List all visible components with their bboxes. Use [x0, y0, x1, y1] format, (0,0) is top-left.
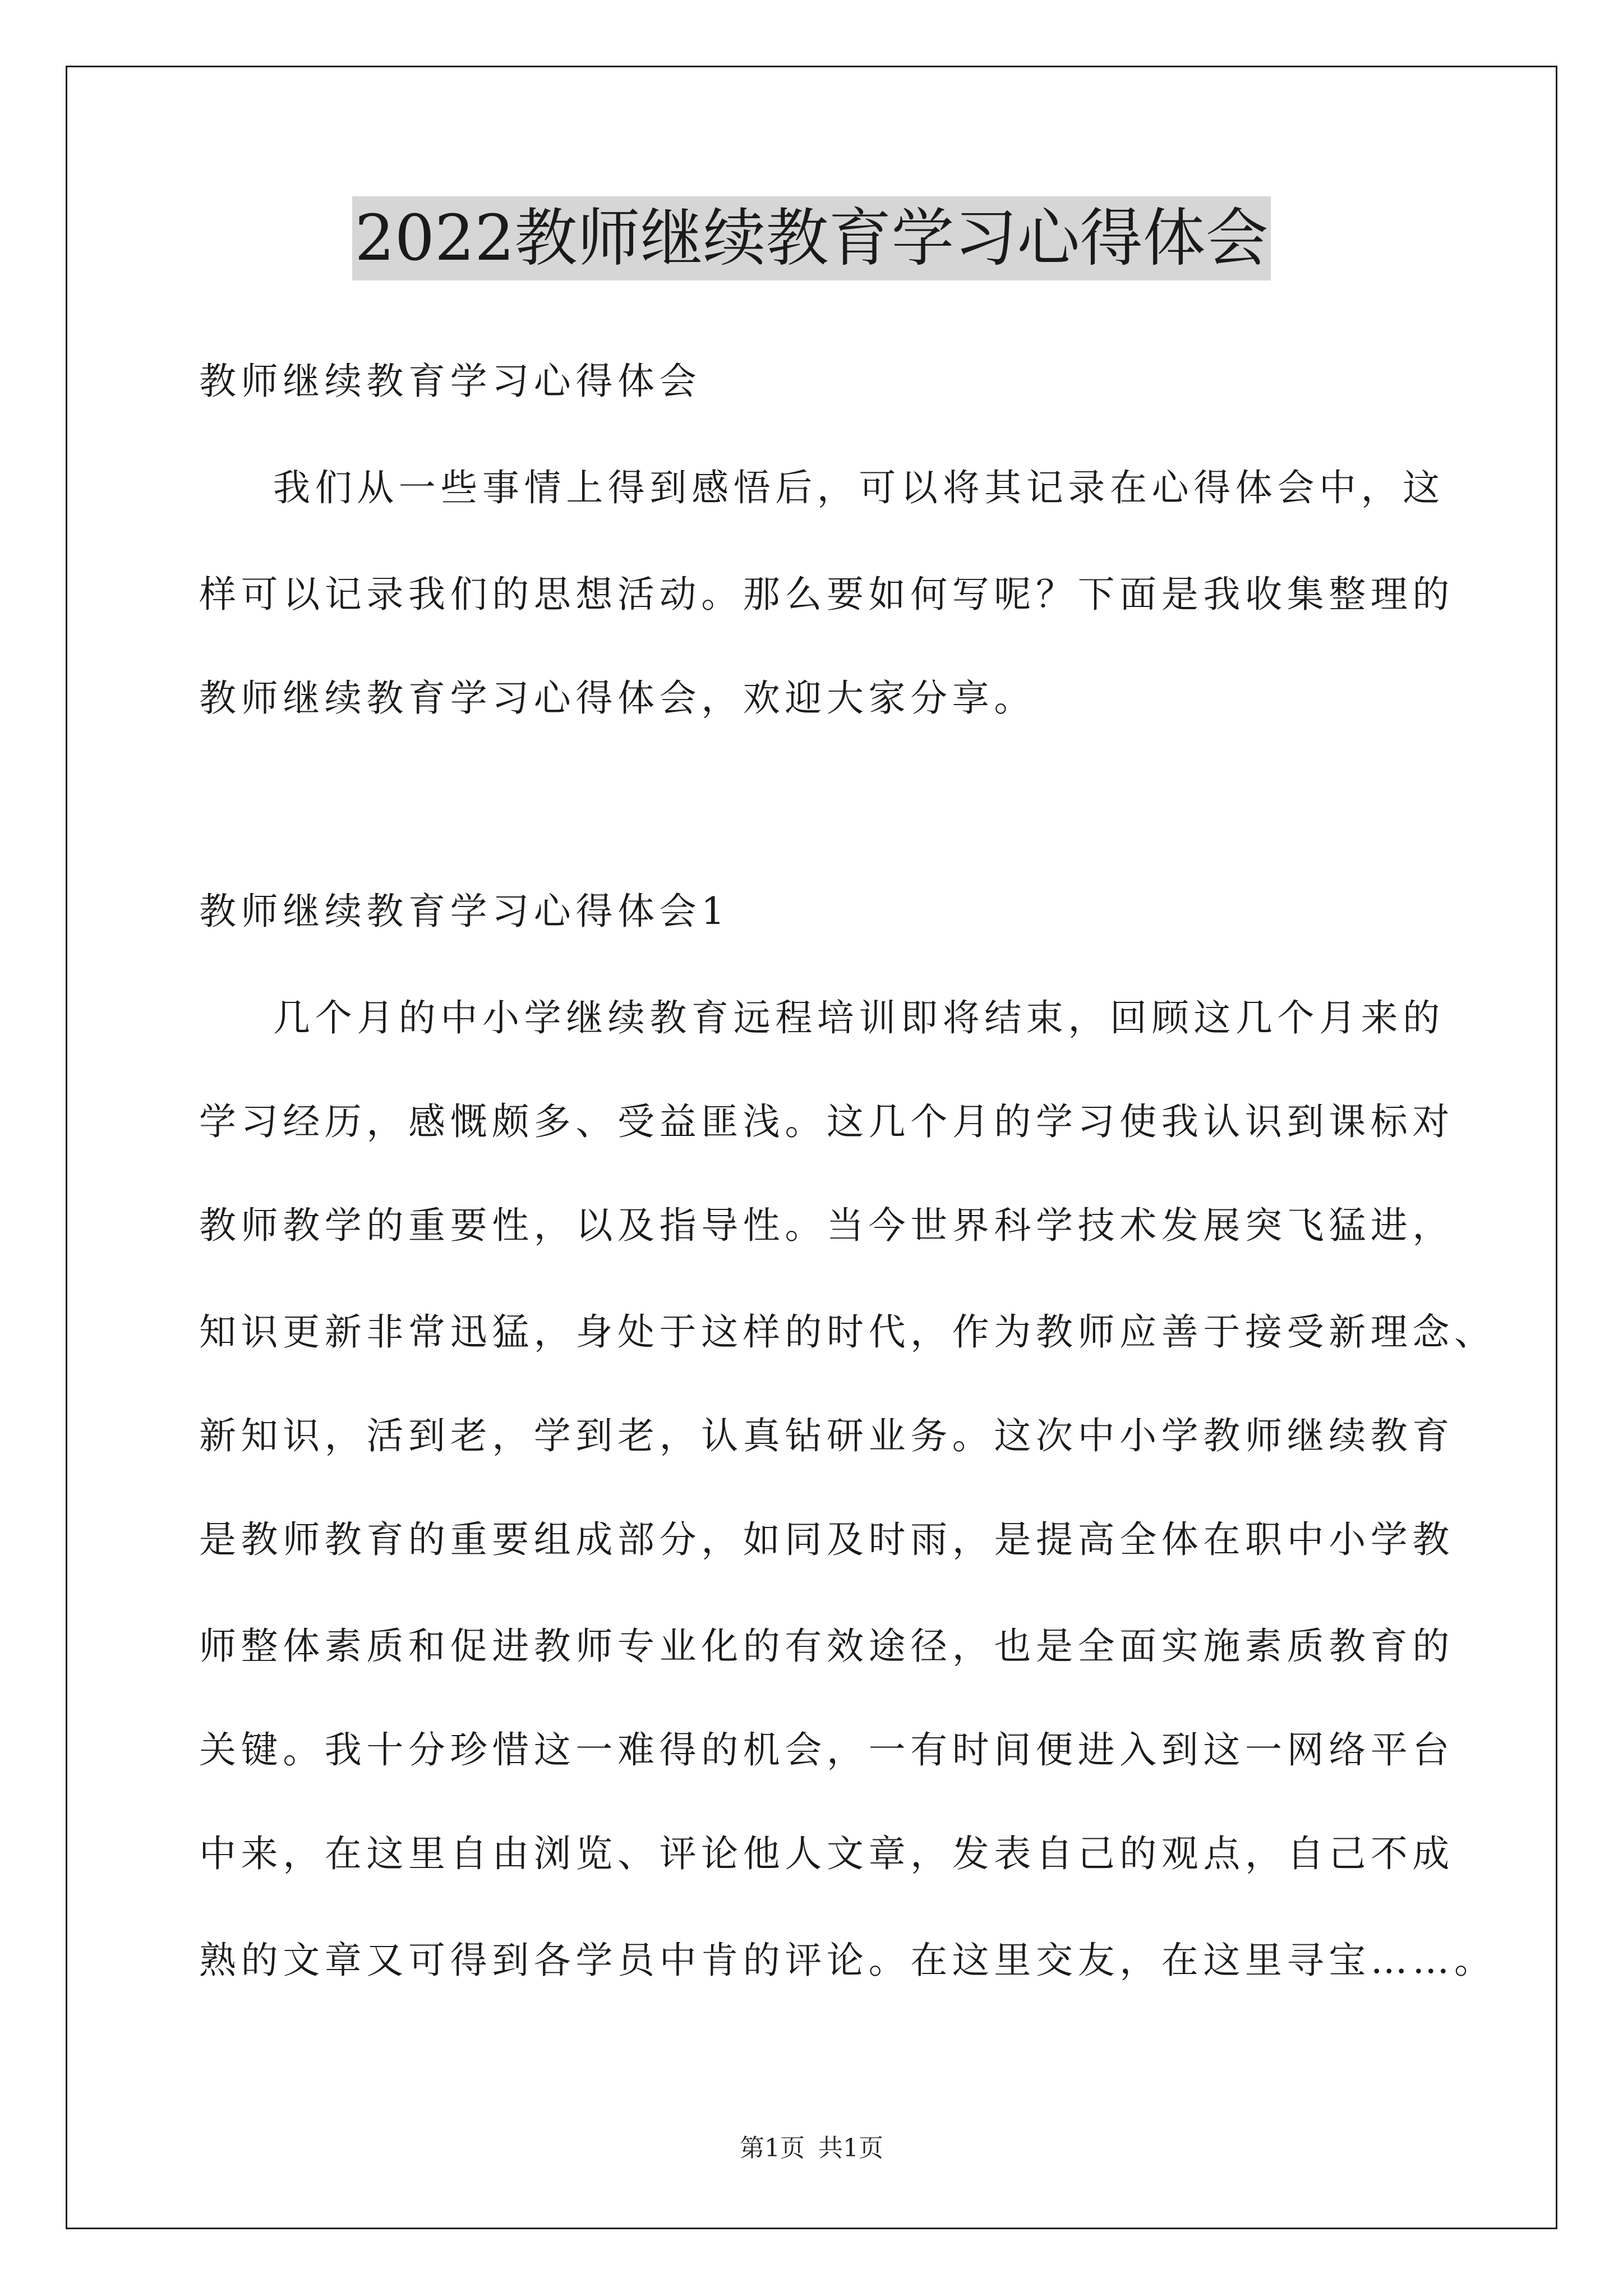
paragraph-line: 教师继续教育学习心得体会，欢迎大家分享。 [199, 677, 1036, 720]
page-total: 共1页 [818, 2134, 883, 2162]
document-title: 2022教师继续教育学习心得体会 [352, 196, 1270, 280]
paragraph-line: 关键。我十分珍惜这一难得的机会，一有时间便进入到这一网络平台 [199, 1728, 1454, 1772]
paragraph-line: 几个月的中小学继续教育远程培训即将结束，回顾这几个月来的 [273, 996, 1445, 1039]
section-heading: 教师继续教育学习心得体会1 [199, 890, 730, 933]
paragraph-line: 熟的文章又可得到各学员中肯的评论。在这里交友，在这里寻宝……。 [199, 1939, 1496, 1982]
page-footer [0, 2132, 1623, 2165]
paragraph-line: 我们从一些事情上得到感悟后，可以将其记录在心得体会中，这 [273, 466, 1445, 509]
paragraph-line: 教师教学的重要性，以及指导性。当今世界科学技术发展突飞猛进， [199, 1204, 1454, 1247]
paragraph-line: 样可以记录我们的思想活动。那么要如何写呢？下面是我收集整理的 [199, 573, 1454, 616]
paragraph-line: 学习经历，感慨颇多、受益匪浅。这几个月的学习使我认识到课标对 [199, 1100, 1454, 1143]
page-number: 第1页 [740, 2134, 805, 2162]
title-container [0, 196, 1623, 280]
section-heading: 教师继续教育学习心得体会 [199, 360, 702, 403]
paragraph-line: 中来，在这里自由浏览、评论他人文章，发表自己的观点，自己不成 [199, 1832, 1454, 1875]
paragraph-line: 新知识，活到老，学到老，认真钻研业务。这次中小学教师继续教育 [199, 1414, 1454, 1457]
paragraph-line: 是教师教育的重要组成部分，如同及时雨，是提高全体在职中小学教 [199, 1518, 1454, 1561]
paragraph-line: 知识更新非常迅猛，身处于这样的时代，作为教师应善于接受新理念、 [199, 1310, 1496, 1354]
paragraph-line: 师整体素质和促进教师专业化的有效途径，也是全面实施素质教育的 [199, 1625, 1454, 1668]
